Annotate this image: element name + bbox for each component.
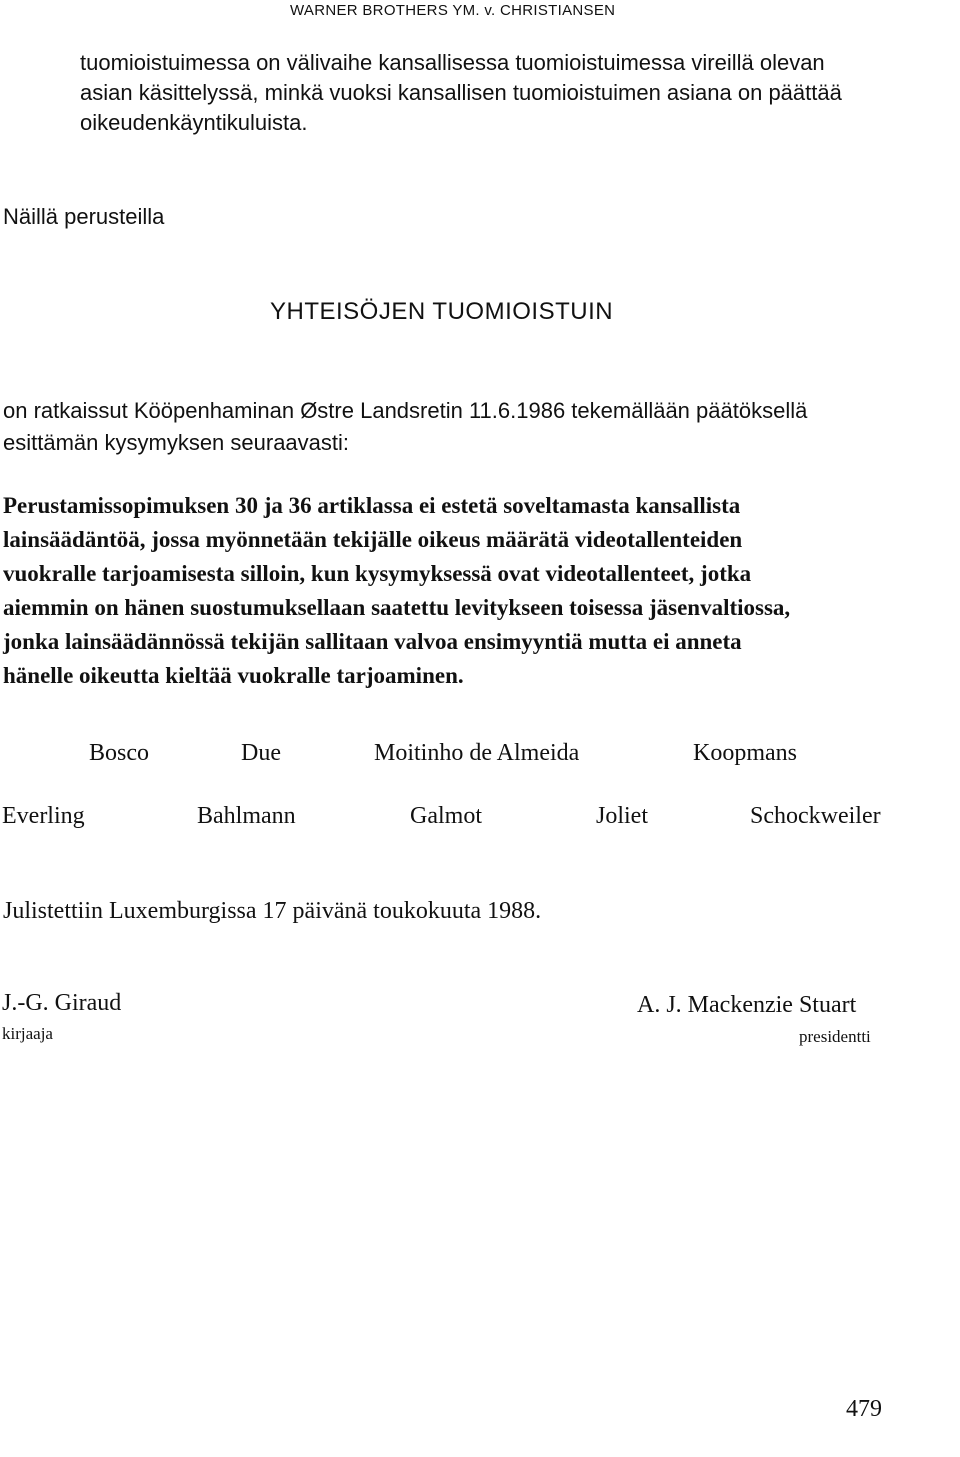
judge-name: Moitinho de Almeida bbox=[374, 740, 580, 766]
ruling-line: vuokralle tarjoamisesta silloin, kun kysymyksessä ovat videotallenteet, jotka bbox=[3, 561, 752, 586]
judge-name: Koopmans bbox=[693, 740, 797, 766]
intro-line: tuomioistuimessa on välivaihe kansallisessa tuomioistuimessa vireillä olevan bbox=[80, 50, 825, 75]
registrar-name: J.-G. Giraud bbox=[2, 990, 122, 1016]
court-name: YHTEISÖJEN TUOMIOISTUIN bbox=[270, 298, 614, 325]
judge-name: Joliet bbox=[596, 803, 648, 829]
ruling-intro-line: esittämän kysymyksen seuraavasti: bbox=[3, 430, 350, 455]
operative-ruling bbox=[3, 489, 790, 693]
ruling-line: jonka lainsäädännössä tekijän sallitaan valvoa ensimyyntiä mutta ei anneta bbox=[3, 629, 742, 654]
intro-paragraph bbox=[80, 48, 842, 138]
ruling-intro-paragraph bbox=[3, 395, 807, 459]
grounds-paragraph bbox=[3, 202, 164, 232]
judge-name: Bosco bbox=[89, 740, 149, 766]
ruling-line: lainsäädäntöä, jossa myönnetään tekijälle oikeus määrätä videotallenteiden bbox=[3, 527, 743, 552]
president-title: presidentti bbox=[799, 1027, 871, 1046]
delivery-statement: Julistettiin Luxemburgissa 17 päivänä toukokuuta 1988. bbox=[3, 898, 542, 924]
ruling-intro-line: on ratkaissut Kööpenhaminan Østre Landsretin 11.6.1986 tekemällään päätöksellä bbox=[3, 398, 808, 423]
intro-line: oikeudenkäyntikuluista. bbox=[80, 110, 308, 135]
judge-name: Bahlmann bbox=[197, 803, 296, 829]
running-head: WARNER BROTHERS YM. v. CHRISTIANSEN bbox=[290, 2, 616, 19]
judge-name: Schockweiler bbox=[750, 803, 881, 829]
page-number: 479 bbox=[846, 1396, 882, 1422]
president-name: A. J. Mackenzie Stuart bbox=[637, 992, 857, 1018]
ruling-line: hänelle oikeutta kieltää vuokralle tarjoaminen. bbox=[3, 663, 464, 688]
intro-line: asian käsittelyssä, minkä vuoksi kansallisen tuomioistuimen asiana on päättää bbox=[80, 80, 842, 105]
registrar-title: kirjaaja bbox=[2, 1024, 53, 1043]
grounds-label: Näillä perusteilla bbox=[3, 204, 165, 229]
ruling-line: aiemmin on hänen suostumuksellaan saatettu levitykseen toisessa jäsenvaltiossa, bbox=[3, 595, 791, 620]
judge-name: Everling bbox=[2, 803, 85, 829]
judge-name: Due bbox=[241, 740, 281, 766]
judge-name: Galmot bbox=[410, 803, 482, 829]
ruling-line: Perustamissopimuksen 30 ja 36 artiklassa ei estetä soveltamasta kansallista bbox=[3, 493, 741, 518]
